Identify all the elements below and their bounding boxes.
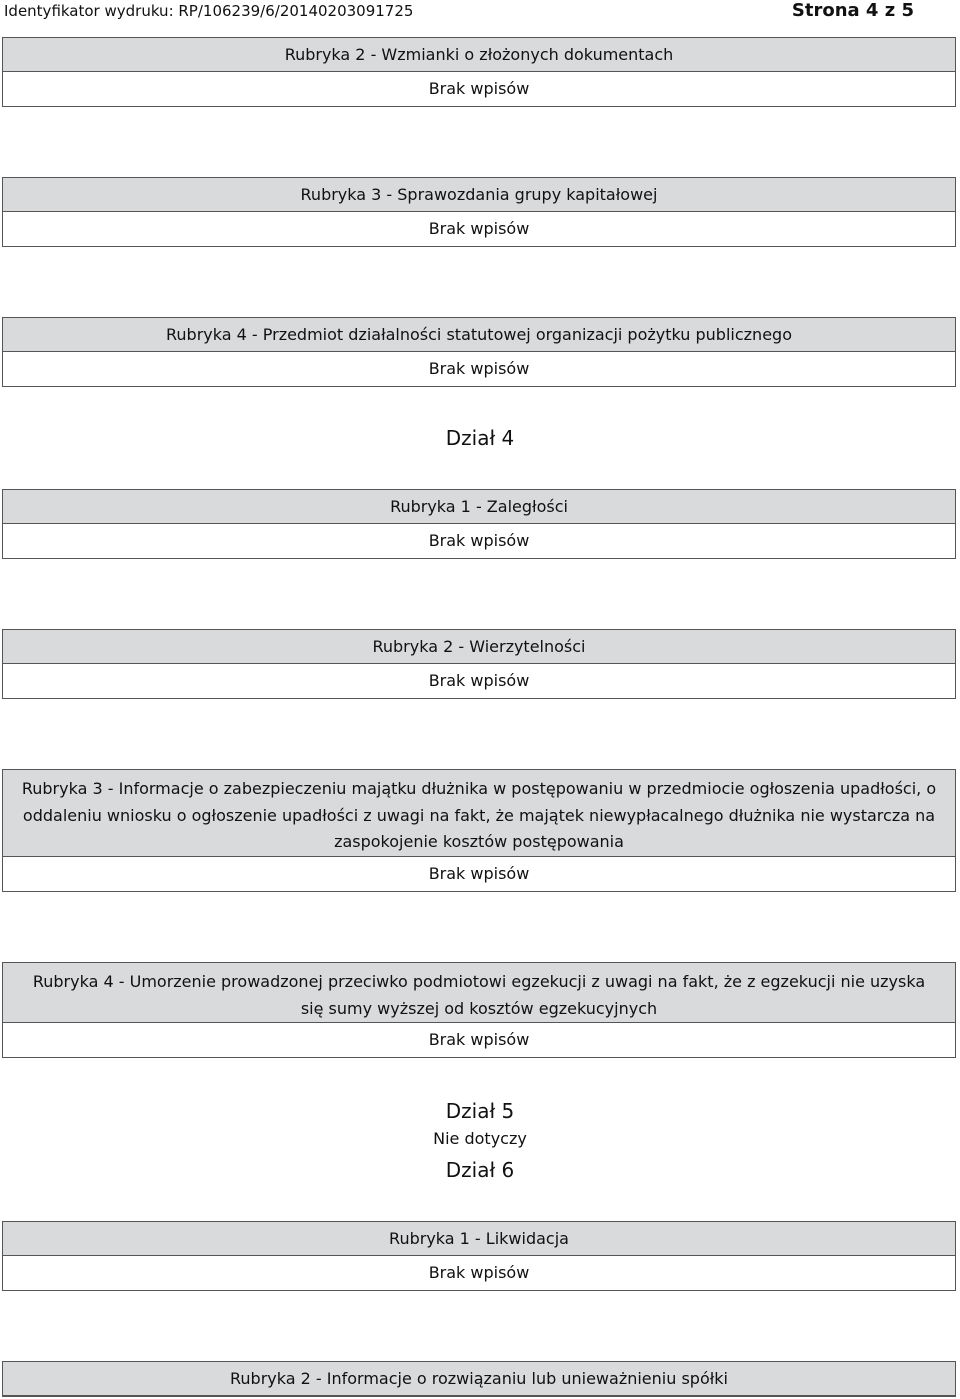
section-title: Rubryka 2 - Informacje o rozwiązaniu lub unieważnieniu spółki xyxy=(3,1362,955,1396)
page-number: Strona 4 z 5 xyxy=(791,0,914,21)
section-body: Brak wpisów xyxy=(3,1256,955,1290)
section-body: Brak wpisów xyxy=(3,72,955,106)
print-identifier: Identyfikator wydruku: RP/106239/6/20140203091725 xyxy=(4,2,414,20)
section-title: Rubryka 2 - Wierzytelności xyxy=(3,630,955,664)
section-box xyxy=(2,177,956,247)
section-box xyxy=(2,629,956,699)
section-box xyxy=(2,962,956,1058)
section-box xyxy=(2,37,956,107)
division-heading: Dział 4 xyxy=(445,426,515,450)
section-box xyxy=(2,317,956,387)
section-body: Brak wpisów xyxy=(3,1023,955,1057)
section-box xyxy=(2,1221,956,1291)
division-heading: Dział 5 xyxy=(445,1099,515,1123)
section-title: Rubryka 1 - Likwidacja xyxy=(3,1222,955,1256)
section-title: Rubryka 3 - Sprawozdania grupy kapitałowej xyxy=(3,178,955,212)
section-title: Rubryka 4 - Przedmiot działalności statutowej organizacji pożytku publicznego xyxy=(3,318,955,352)
section-title: Rubryka 3 - Informacje o zabezpieczeniu majątku dłużnika w postępowaniu w przedmiocie ogłoszenia upadłości, o oddaleniu wniosku o ogłoszenie upadłości z uwagi na fakt, że majątek niewypłacalnego dłużnika nie wystarcza na zaspokojenie kosztów postępowania xyxy=(3,770,955,857)
section-body: Brak wpisów xyxy=(3,857,955,891)
section-box xyxy=(2,489,956,559)
section-box xyxy=(2,1361,956,1397)
section-body: Brak wpisów xyxy=(3,524,955,558)
section-body: Brak wpisów xyxy=(3,212,955,246)
section-body: Brak wpisów xyxy=(3,352,955,386)
division-heading: Dział 6 xyxy=(445,1158,515,1182)
section-title: Rubryka 1 - Zaległości xyxy=(3,490,955,524)
section-body: Brak wpisów xyxy=(3,664,955,698)
section-title: Rubryka 4 - Umorzenie prowadzonej przeciwko podmiotowi egzekucji z uwagi na fakt, że z egzekucji nie uzyska się sumy wyższej od kosztów egzekucyjnych xyxy=(3,963,955,1023)
section-box xyxy=(2,769,956,892)
division-note: Nie dotyczy xyxy=(433,1129,527,1148)
section-title: Rubryka 2 - Wzmianki o złożonych dokumentach xyxy=(3,38,955,72)
